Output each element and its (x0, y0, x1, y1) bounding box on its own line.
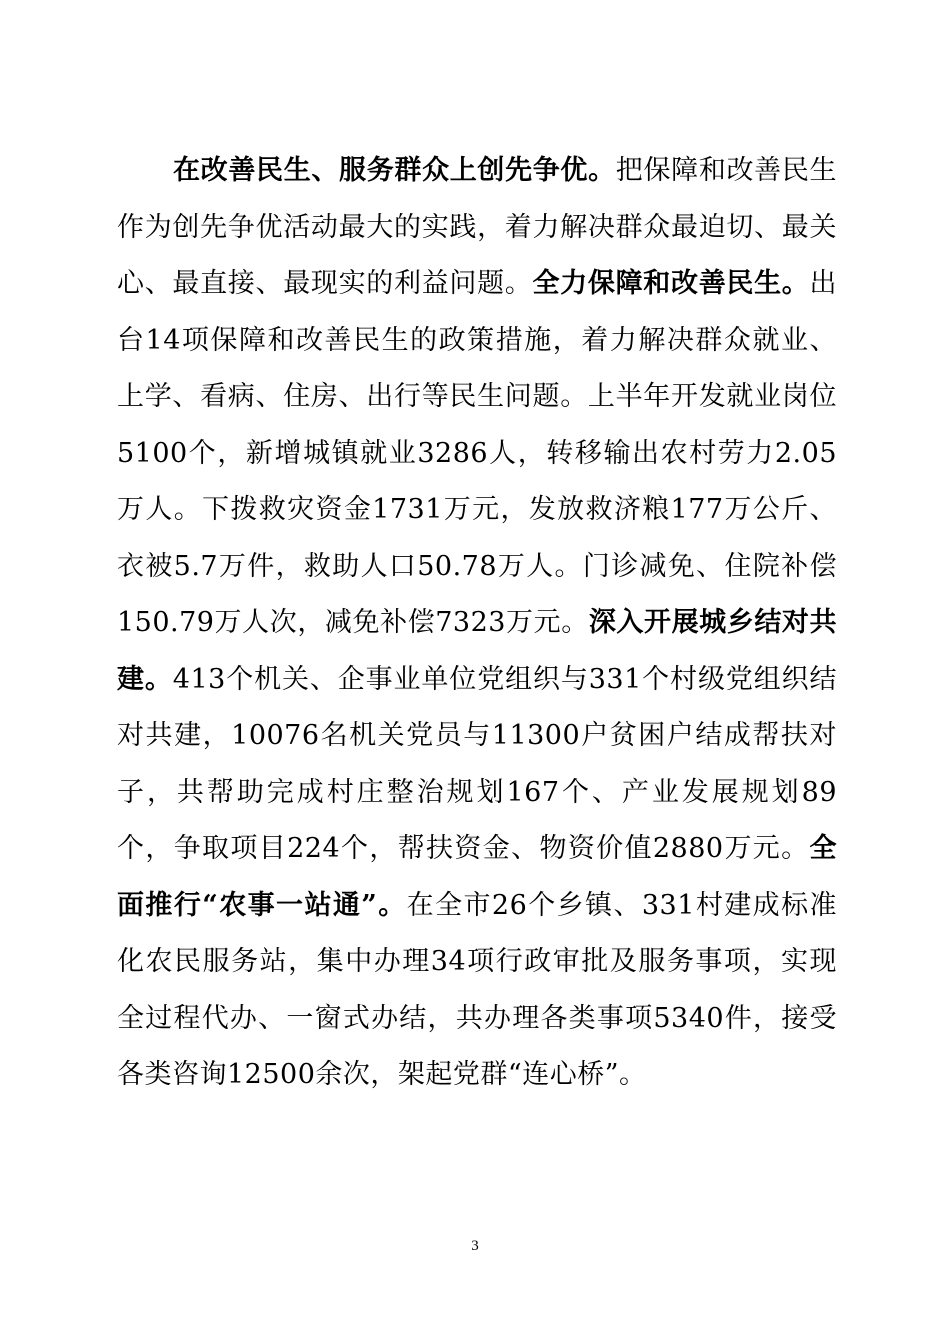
text-one-stop-service: 在全市26个乡镇、331村建成标准化农民服务站，集中办理34项行政审批及服务事项，实现全过程代办、一窗式办结，共办理各类事项5340件，接受各类咨询12500余次，架起党群“连心桥”。 (117, 889, 838, 1090)
body-paragraph (117, 143, 837, 1104)
text-urban-rural-pairing: 413个机关、企事业单位党组织与331个村级党组织结对共建，10076名机关党员与11300户贫困户结成帮扶对子，共帮助完成村庄整治规划167个、产业发展规划89个，争取项目224个，帮扶资金、物资价值2880万元。 (117, 663, 837, 864)
page-number: 3 (471, 1238, 479, 1254)
text-improve-livelihood: 把保障和改善民生作为创先争优活动最大的实践，着力解决群众最迫切、最关心、最直接、最现实的利益问题。 (117, 155, 838, 299)
heading-urban-rural-pairing: 深入开展城乡结对共建。 (117, 607, 838, 695)
heading-one-stop-service: 全面推行“农事一站通”。 (117, 833, 837, 921)
text-guarantee-livelihood: 出台14项保障和改善民生的政策措施，着力解决群众就业、上学、看病、住房、出行等民生问题。上半年开发就业岗位5100个，新增城镇就业3286人，转移输出农村劳力2.05万人。下拨救灾资金1731万元，发放救济粮177万公斤、衣被5.7万件，救助人口50.78万人。门诊减免、住院补偿150.79万人次，减免补偿7323万元。 (117, 268, 837, 638)
heading-guarantee-livelihood: 全力保障和改善民生。 (532, 268, 810, 299)
heading-improve-livelihood: 在改善民生、服务群众上创先争优。 (173, 155, 616, 186)
